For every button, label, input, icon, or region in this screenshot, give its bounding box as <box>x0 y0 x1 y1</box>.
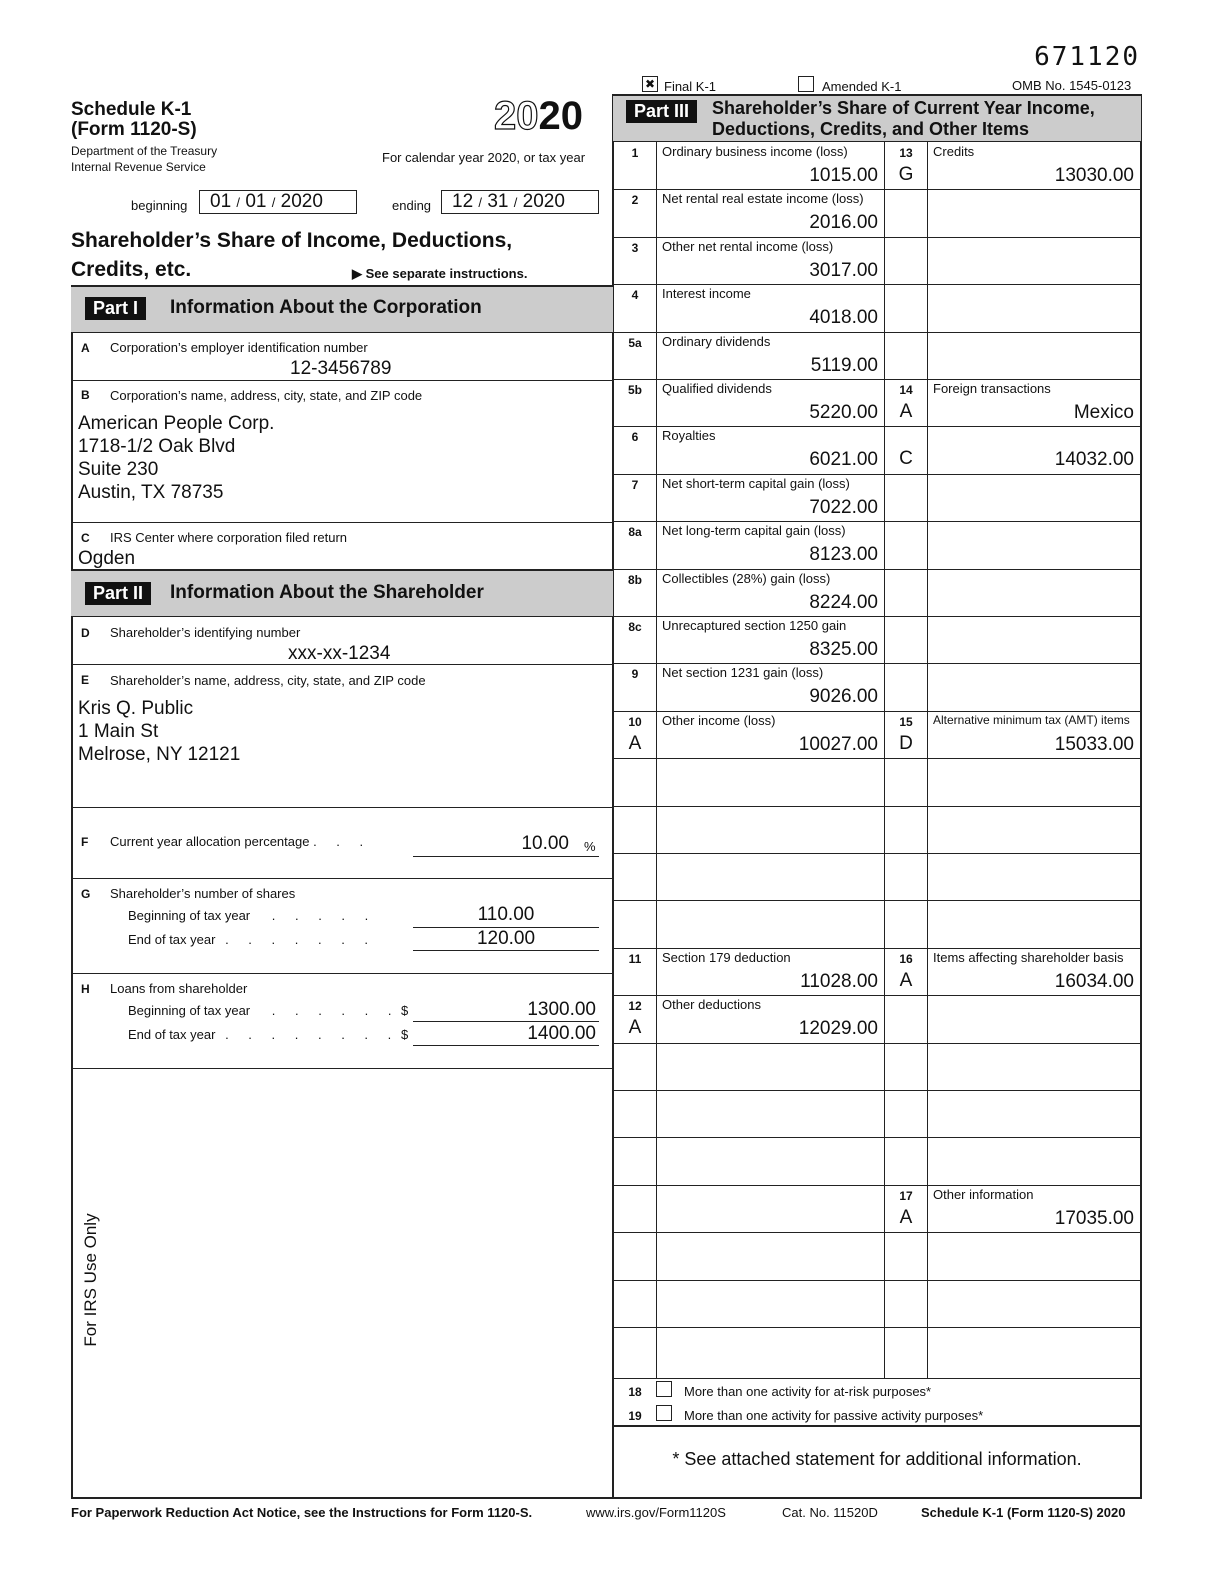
line-number: 8a <box>628 525 642 540</box>
line-amount[interactable]: 11028.00 <box>800 970 878 992</box>
tax-year-outline: 20 <box>494 94 539 138</box>
line-amount[interactable]: 3017.00 <box>809 259 878 281</box>
line-code: A <box>899 401 913 422</box>
line-g-letter: G <box>81 887 91 901</box>
line-amount[interactable]: 7022.00 <box>809 496 878 518</box>
line-f-letter: F <box>81 835 89 849</box>
line-19-number: 19 <box>628 1409 642 1423</box>
divider <box>71 664 613 665</box>
line-amount[interactable]: 9026.00 <box>809 686 878 708</box>
row-line <box>613 853 1141 854</box>
allocation-pct-value[interactable]: 10.00 <box>521 833 569 854</box>
line-label: Section 179 deduction <box>662 949 791 965</box>
part2-label: Part II <box>85 582 151 605</box>
see-instructions-text: See separate instructions. <box>365 266 528 281</box>
row-line <box>613 1232 1141 1233</box>
line-label: Other deductions <box>662 997 762 1013</box>
line-label: Alternative minimum tax (AMT) items <box>933 712 1130 727</box>
line-label: Ordinary business income (loss) <box>662 144 848 159</box>
g-begin-text: Beginning of tax year <box>128 908 251 923</box>
row-line <box>613 284 1141 285</box>
row-line <box>613 1280 1141 1281</box>
row-line <box>613 995 1141 996</box>
underline <box>413 1045 599 1046</box>
part1-title: Information About the Corporation <box>170 297 482 318</box>
line-number: 15 <box>899 714 913 729</box>
line-label: Unrecaptured section 1250 gain <box>662 618 847 633</box>
part1-label: Part I <box>85 297 146 320</box>
line-number: 8b <box>627 572 642 587</box>
line-amount[interactable]: 6021.00 <box>809 449 878 471</box>
shareholder-address-line-1[interactable]: Kris Q. Public <box>78 698 194 719</box>
line-amount[interactable]: 5119.00 <box>810 354 878 376</box>
leader-dots: . . . . . . . <box>225 932 377 947</box>
dollar-sign: $ <box>401 1003 409 1018</box>
form-main-title-1: Shareholder’s Share of Income, Deductions, <box>71 229 513 252</box>
beginning-date-box[interactable] <box>199 190 357 214</box>
leader-dots: . . . . . . . . <box>225 1027 400 1042</box>
ending-day: 31 <box>487 191 509 212</box>
line-number: 14 <box>899 383 913 397</box>
line-amount[interactable]: 10027.00 <box>798 733 878 755</box>
irs-center-value[interactable]: Ogden <box>78 548 136 569</box>
divider <box>71 807 613 808</box>
line-label: Net section 1231 gain (loss) <box>662 665 824 681</box>
row-line <box>613 521 1141 522</box>
line-18-label: More than one activity for at-risk purposes* <box>684 1384 932 1399</box>
ending-label: ending <box>392 198 432 213</box>
corp-address-line-2[interactable]: 1718-1/2 Oak Blvd <box>78 436 236 457</box>
divider <box>71 878 613 879</box>
line-a-label: Corporation’s employer identification number <box>110 340 368 355</box>
tax-year-bold: 20 <box>538 94 583 138</box>
line-number: 13 <box>899 146 913 160</box>
footer-url[interactable]: www.irs.gov/Form1120S <box>586 1505 726 1520</box>
arrow-right-icon: ▶ <box>352 266 362 281</box>
line-amount[interactable]: 1015.00 <box>809 165 878 186</box>
line-number: 9 <box>631 667 639 682</box>
line-c-letter: C <box>81 531 90 545</box>
line-amount[interactable]: Mexico <box>1073 402 1134 423</box>
part3-title-2: Deductions, Credits, and Other Items <box>712 119 1030 139</box>
line-label: Collectibles (28%) gain (loss) <box>662 570 831 586</box>
divider <box>71 380 613 381</box>
final-k1-label: Final K-1 <box>664 79 717 94</box>
line-number: 5b <box>627 383 642 397</box>
line-number: 8c <box>628 620 642 634</box>
g-end-label <box>128 932 376 947</box>
row-line <box>613 1137 1141 1138</box>
line-number: 16 <box>899 951 913 966</box>
see-instructions <box>352 266 527 282</box>
line-label: Other information <box>933 1186 1034 1202</box>
right-frame-line <box>1140 94 1142 1498</box>
pct-sign: % <box>584 839 596 854</box>
line-number: 7 <box>631 477 639 492</box>
g-begin-value[interactable]: 110.00 <box>477 904 535 925</box>
row-line <box>613 1090 1141 1091</box>
row-line <box>613 189 1141 190</box>
bottom-frame-line <box>71 1497 1142 1499</box>
footer-paperwork: For Paperwork Reduction Act Notice, see the Instructions for Form 1120-S. <box>71 1505 533 1520</box>
divider <box>613 1378 1141 1379</box>
h-end-value[interactable]: 1400.00 <box>527 1023 596 1044</box>
schedule-title: Schedule K-1 <box>71 99 192 120</box>
date-separator: / <box>513 195 518 210</box>
date-separator: / <box>478 195 483 210</box>
line-d-letter: D <box>81 626 90 640</box>
divider <box>71 973 613 974</box>
row-line <box>613 1043 1141 1044</box>
divider <box>613 1425 1141 1427</box>
dept-line-2: Internal Revenue Service <box>71 160 206 174</box>
h-end-label <box>128 1027 399 1042</box>
row-line <box>613 663 1141 664</box>
divider <box>71 522 613 523</box>
line-amount[interactable]: 5220.00 <box>809 402 878 423</box>
line-label: Interest income <box>662 286 751 302</box>
h-begin-value[interactable]: 1300.00 <box>527 999 596 1020</box>
line-d-label: Shareholder’s identifying number <box>110 625 301 640</box>
row-line <box>613 379 1141 380</box>
divider <box>71 1068 613 1069</box>
line-code: A <box>899 1206 913 1228</box>
line-c-label: IRS Center where corporation filed return <box>110 530 348 545</box>
line-amount[interactable]: 14032.00 <box>1054 449 1134 471</box>
h-end-text: End of tax year <box>128 1027 216 1042</box>
h-begin-text: Beginning of tax year <box>128 1003 251 1018</box>
line-number: 11 <box>628 951 642 966</box>
line-amount[interactable]: 8224.00 <box>809 591 878 613</box>
line-label: Net short-term capital gain (loss) <box>662 475 850 491</box>
line-label: Items affecting shareholder basis <box>933 949 1124 965</box>
line-label: Credits <box>933 144 975 159</box>
dollar-sign: $ <box>401 1027 409 1042</box>
part2-title: Information About the Shareholder <box>170 582 484 603</box>
line-number: 4 <box>631 288 639 303</box>
row-line <box>613 1185 1141 1186</box>
line-label: Foreign transactions <box>933 381 1051 396</box>
row-line <box>613 1327 1141 1328</box>
line-number: 17 <box>899 1188 913 1203</box>
h-begin-label <box>128 1003 400 1018</box>
line-f-label <box>110 834 371 849</box>
part3-label: Part III <box>626 100 697 123</box>
date-separator: / <box>236 195 241 210</box>
g-end-text: End of tax year <box>128 932 216 947</box>
date-separator: / <box>271 195 276 210</box>
line-code: A <box>899 969 913 991</box>
leader-dots: . . . . . <box>271 908 377 923</box>
dept-line-1: Department of the Treasury <box>71 144 218 158</box>
line-amount[interactable]: 13030.00 <box>1054 165 1134 186</box>
shareholder-id-value[interactable]: xxx-xx-1234 <box>288 643 391 664</box>
ending-year: 2020 <box>522 191 565 212</box>
beginning-year: 2020 <box>280 191 323 212</box>
line-g-label: Shareholder’s number of shares <box>110 886 296 901</box>
line-label: Qualified dividends <box>662 381 772 396</box>
row-line <box>613 806 1141 807</box>
row-line <box>613 900 1141 901</box>
corp-address-line-1[interactable]: American People Corp. <box>78 413 275 434</box>
beginning-month: 01 <box>210 191 232 212</box>
statement-note: * See attached statement for additional information. <box>672 1449 1082 1469</box>
line-19-label: More than one activity for passive activity purposes* <box>684 1408 984 1423</box>
line-number: 5a <box>628 335 642 350</box>
line-label: Net rental real estate income (loss) <box>662 191 864 207</box>
calendar-year-text: For calendar year 2020, or tax year <box>382 150 586 165</box>
ending-month: 12 <box>452 191 474 212</box>
line-code: G <box>898 164 914 185</box>
line-e-letter: E <box>81 673 90 687</box>
amended-k1-label: Amended K-1 <box>822 79 902 94</box>
tax-year <box>494 94 583 139</box>
ein-value[interactable]: 12-3456789 <box>290 358 392 379</box>
line-amount[interactable]: 15033.00 <box>1054 733 1134 755</box>
line-label: Other net rental income (loss) <box>662 238 834 254</box>
line-18-checkbox[interactable] <box>656 1381 672 1397</box>
line-number: 6 <box>631 430 639 445</box>
line-h-label: Loans from shareholder <box>110 981 248 996</box>
line-amount[interactable]: 16034.00 <box>1054 970 1134 992</box>
row-line <box>613 616 1141 617</box>
line-b-letter: B <box>81 388 90 402</box>
line-amount[interactable]: 4018.00 <box>809 307 878 329</box>
underline <box>413 856 599 857</box>
line-number: 12 <box>628 999 642 1014</box>
form-number: 671120 <box>1034 42 1140 72</box>
leader-dots: . . . . . . <box>271 1003 400 1018</box>
line-amount[interactable]: 17035.00 <box>1054 1207 1134 1229</box>
ending-date-box[interactable] <box>441 190 599 214</box>
part3-title-1: Shareholder’s Share of Current Year Income, <box>712 98 1095 118</box>
line-amount[interactable]: 8325.00 <box>809 639 878 660</box>
g-begin-label <box>128 908 376 923</box>
line-label: Net long-term capital gain (loss) <box>662 523 846 539</box>
line-label: Ordinary dividends <box>662 333 771 349</box>
beginning-day: 01 <box>245 191 267 212</box>
form-title: (Form 1120-S) <box>71 119 197 140</box>
underline <box>413 1021 599 1022</box>
left-frame-line <box>71 285 73 1498</box>
form-main-title-2: Credits, etc. <box>71 258 192 281</box>
corp-address-line-3[interactable]: Suite 230 <box>78 459 159 480</box>
line-number: 3 <box>631 240 639 255</box>
line-18-number: 18 <box>628 1385 642 1399</box>
allocation-label-text: Current year allocation percentage <box>110 834 310 849</box>
footer-cat: Cat. No. 11520D <box>782 1505 878 1520</box>
row-line <box>613 426 1141 427</box>
final-k1-checkbox[interactable] <box>642 76 658 92</box>
leader-dots: . . . <box>313 834 372 849</box>
footer-form-ref: Schedule K-1 (Form 1120-S) 2020 <box>921 1505 1126 1520</box>
line-code: C <box>899 448 913 470</box>
row-line <box>613 758 1141 759</box>
line-label: Royalties <box>662 428 716 444</box>
line-number: 1 <box>631 146 639 160</box>
line-a-letter: A <box>81 341 90 355</box>
check-mark-icon: ✖ <box>644 77 656 91</box>
line-b-label: Corporation’s name, address, city, state, and ZIP code <box>110 388 423 403</box>
g-end-value[interactable]: 120.00 <box>476 928 536 949</box>
line-code: A <box>628 1017 642 1039</box>
line-amount[interactable]: 12029.00 <box>798 1018 878 1040</box>
shareholder-address-line-3[interactable]: Melrose, NY 12121 <box>78 744 241 765</box>
shareholder-address-line-2[interactable]: 1 Main St <box>78 721 159 742</box>
line-code: A <box>628 732 642 754</box>
omb-number: OMB No. 1545-0123 <box>1012 78 1132 93</box>
amended-k1-checkbox[interactable] <box>798 76 814 92</box>
line-number: 10 <box>628 714 642 729</box>
line-e-label: Shareholder’s name, address, city, state, and ZIP code <box>110 673 426 688</box>
line-number: 2 <box>631 193 639 208</box>
corp-address-line-4[interactable]: Austin, TX 78735 <box>78 482 224 503</box>
beginning-label: beginning <box>131 198 188 213</box>
line-19-checkbox[interactable] <box>656 1405 672 1421</box>
line-amount[interactable]: 2016.00 <box>809 212 878 234</box>
line-amount[interactable]: 8123.00 <box>809 544 878 566</box>
line-label: Other income (loss) <box>662 712 776 728</box>
underline <box>413 950 599 951</box>
irs-use-only-label: For IRS Use Only <box>81 1213 100 1347</box>
line-h-letter: H <box>81 982 90 996</box>
line-code: D <box>899 732 913 754</box>
